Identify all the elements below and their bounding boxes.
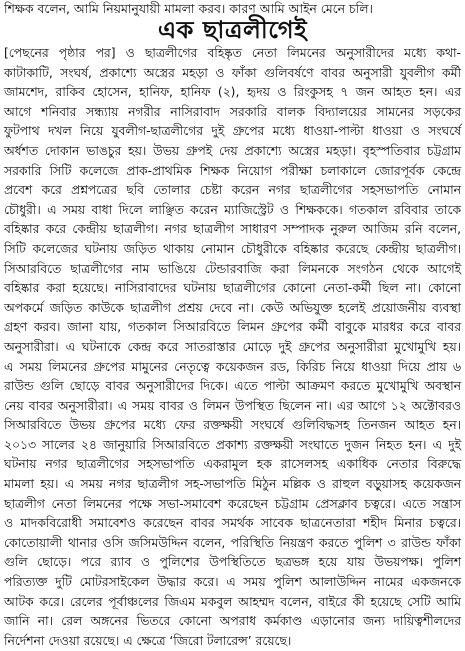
article-line: ঘটনায় নগর ছাত্রলীগের সহসভাপতি একরামুল হক রাসেলসহ একাধিক নেতার বিরুদ্ধে [4,457,461,472]
article-line: ও মাদকবিরোধী সমাবেশও করেছেন বাবর সমর্থক সাবেক ছাত্রনেতারা শহীদ মিনার চত্বরে। [4,516,461,531]
article-line: সরকারি সিটি কলেজে প্রাক-প্রাথমিক শিক্ষক নিয়োগ পরীক্ষা চলাকালে জোরপূর্বক কেন্দ্রে [4,163,461,178]
article-line: রাউন্ড গুলি ছোড়ে বাবর অনুসারীদের দিকে। এতে পাল্টা আক্রমণ করতে মুখোমুখি অবস্থান [4,379,461,394]
article-line: আগে শনিবার সন্ধ্যায় নগরীর নাসিরাবাদ সরকারি বালক বিদ্যালয়ের সামনের সড়কের [4,104,461,119]
article-line: গ্রহণ করব। জানা যায়, গতকাল সিআরবিতে লিমন গ্রুপের কর্মী বাবুকে মারধর করে বাবর [4,320,461,335]
article-line: চৌধুরী। এ সময় বাধা দিলে লাঞ্ছিত করেন ম্যাজিস্ট্রেট ও শিক্ষককে। গতকাল রবিবার তাকে [4,202,461,217]
article-line: এ সময় লিমনের গ্রুপের মামুনের নেতৃত্বে কয়েকজন রড, কিরিচ নিয়ে ধাওয়া দিয়ে প্রায় ৬ [4,359,461,374]
article-line: জামশেদ, রাকিব হোসেন, হানিফ, হানিফ (২), হৃদয় ও রিংকুসহ ৭ জন আহত হন। এর [4,85,461,100]
article-line: পরিত্যক্ত দুটি মোটরসাইকেল উদ্ধার করে। এ সময় পুলিশ আলাউদ্দিন নামের একজনকে [4,575,461,590]
article-line: মামলা হয়। এ সময় নগর ছাত্রলীগ সহ-সভাপতি মিঠুন মল্লিক ও রাহুল বড়ুয়াসহ কয়েকজন [4,477,461,492]
article-line: ছাত্রলীগ নেতা লিমনের পক্ষে সভা-সমাবেশ করেছেন চট্টগ্রাম প্রেসক্লাব চত্বরে। এতে সন্ত্রাস [4,496,461,511]
article-line: নির্দেশনা দেওয়া রয়েছে। এ ক্ষেত্রে ‘জিরো টলারেন্স’ রয়েছে। [4,633,292,648]
article-line: বহিষ্কার করা হয়েছে। নাসিরাবাদের ঘটনায় ছাত্রলীগের কোনো নেতা-কর্মী ছিল না। কোনো [4,281,461,296]
article-line: ফুটপাথ দখল নিয়ে যুবলীগ-ছাত্রলীগের দুই গ্রুপের মধ্যে ধাওয়া-পাল্টা ধাওয়া ও সংঘর্ষে [4,124,461,139]
article-line: আটক করে। রেলের পূর্বাঞ্চলের জিএম মকবুল আহম্মদ বলেন, বাইরে কী হয়েছে সেটি আমি [4,594,461,609]
article-line: অর্ধশত দোকান ভাঙচুর হয়। উভয় গ্রুপই দেয় প্রকাশ্যে অস্ত্রের মহড়া। বৃহস্পতিবার চট্টগ্রাম [4,143,461,158]
article-line: অপকর্মে জড়িত কাউকে ছাত্রলীগ প্রশ্রয় দেবে না। কেউ অভিযুক্ত হলেই প্রয়োজনীয় ব্যবস্থা [4,300,461,315]
article-line: সিটি কলেজের ঘটনায় জড়িত থাকায় নোমান চৌধুরীকে বহিষ্কার করেছে কেন্দ্রীয় ছাত্রলীগ। [4,241,461,256]
article-line: কাটাকাটি, সংঘর্ষ, প্রকাশ্যে অস্ত্রের মহড়া ও ফাঁকা গুলিবর্ষণে বাবর অনুসারী যুবলীগ কর্মী [4,65,461,80]
article-line: ২০১৩ সালের ২৪ জানুয়ারি সিআরবিতে প্রকাশ্য রক্তক্ষয়ী সংঘাতে দুজন নিহত হন। এ দুই [4,437,461,452]
article-line: অনুসারীরা। এ ঘটনাকে কেন্দ্র করে সাতরাস্তার মোড়ে দুই গ্রুপের অনুসারীরা মুখোমুখি হয়। [4,339,461,354]
previous-article-tail: শিক্ষক বলেন, আমি নিয়মানুযায়ী মামলা করব। কারণ আমি আইন মেনে চলি। [4,1,373,16]
article-line: সিআরবিতে ছাত্রলীগের নাম ভাঙিয়ে টেন্ডারবাজি করা লিমনকে সংগঠন থেকে আগেই [4,261,461,276]
article-line: বহিষ্কার করে কেন্দ্রীয় ছাত্রলীগ। নগর ছাত্রলীগ সাধারণ সম্পাদক নুরুল আজিম রনি বলেন, [4,222,461,237]
article-line: প্রবেশ করে প্রশ্নপত্রের ছবি তোলার চেষ্টা করেন নগর ছাত্রলীগের সহসভাপতি নোমান [4,183,461,198]
article-line: কোতোয়ালী থানার ওসি জসিমউদ্দিন বলেন, পরিস্থিতি নিয়ন্ত্রণ করতে পুলিশ ৩ রাউন্ড ফাঁকা [4,535,461,550]
article-line: সিআরবিতে উভয় গ্রুপের মধ্যে ফের রক্তক্ষয়ী সংঘর্ষে গুলিবিদ্ধসহ তিনজন আহত হন। [4,418,461,433]
article-line: নেয় বাবর অনুসারীরা। এ সময় বাবর ও লিমন উপস্থিত ছিলেন না। এর আগে ১২ অক্টোবরও [4,398,461,413]
article-line: [পেছনের পৃষ্ঠার পর] ও ছাত্রলীগের বহিষ্কৃত নেতা লিমনের অনুসারীদের মধ্যে কথা- [4,46,461,60]
article-body [4,44,461,648]
article-line: জানি না। রেল অঙ্গনের ভিতরে কোনো অপরাধ কর্মকাণ্ড এড়ানোর জন্য দায়িত্বশীলদের [4,614,461,629]
article-line: গুলি ছোড়ে। পরে র‍্যাব ও পুলিশের উপস্থিতিতে ছত্রভঙ্গ হয়ে যায় উভয়পক্ষ। পুলিশ [4,555,461,570]
headline: এক ছাত্রলীগেই [157,16,308,44]
